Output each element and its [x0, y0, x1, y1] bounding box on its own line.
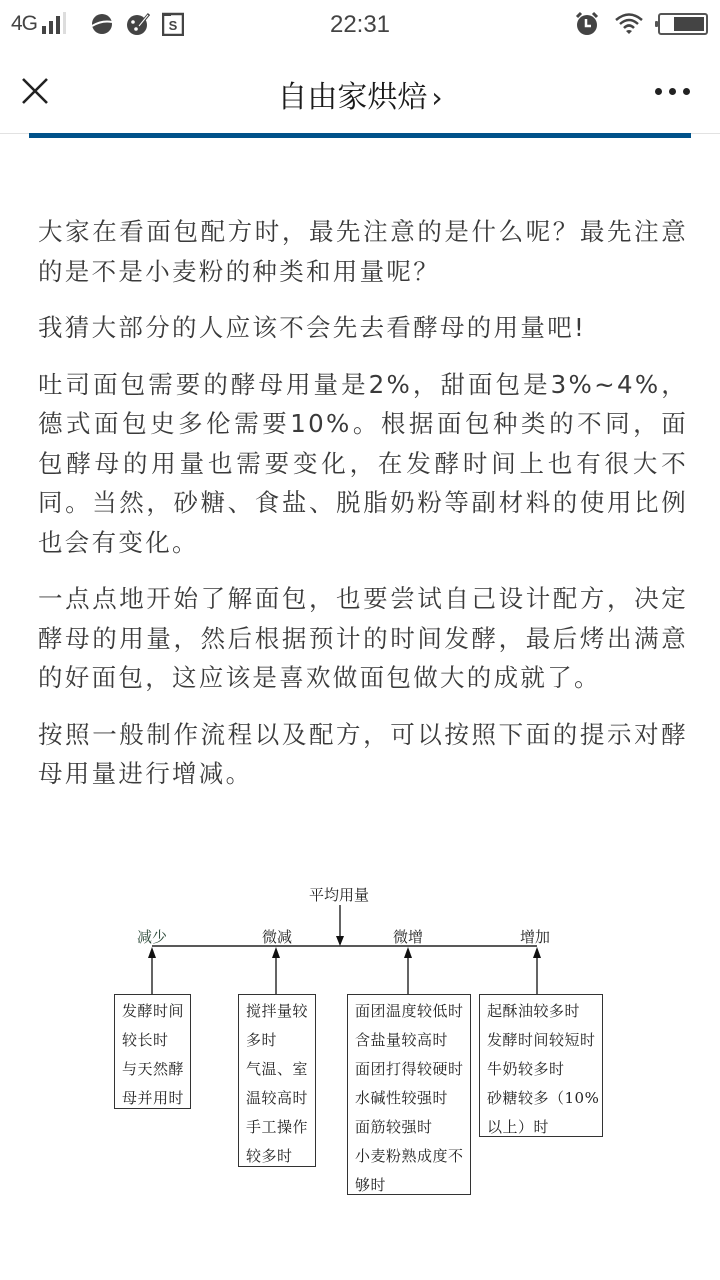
clock: 22:31: [329, 11, 391, 38]
article-paragraph: 一点点地开始了解面包，也要尝试自己设计配方，决定酵母的用量，然后根据预计的时间发酵，最后烤出满意的好面包，这应该是喜欢做面包做大的成就了。: [38, 584, 688, 692]
condition-line: 以上）时: [487, 1118, 550, 1136]
article-body: [38, 212, 688, 811]
scale-label-slight-increase: 微增: [393, 928, 424, 946]
condition-box-slight-increase: [347, 994, 471, 1195]
article-paragraph: 大家在看面包配方时，最先注意的是什么呢？最先注意的是不是小麦粉的种类和用量呢？: [38, 217, 688, 286]
condition-line: 够时: [355, 1176, 387, 1194]
account-title-link[interactable]: [0, 72, 720, 116]
chevron-right-icon: ›: [431, 81, 443, 114]
condition-box-increase: [479, 994, 603, 1137]
alarm-icon: [574, 11, 600, 37]
condition-line: 起酥油较多时: [487, 1002, 581, 1020]
more-icon-dot: [655, 88, 662, 95]
condition-line: 小麦粉熟成度不: [355, 1147, 464, 1165]
condition-line: 搅拌量较: [246, 1002, 309, 1020]
status-right: [574, 11, 708, 37]
condition-line: 发酵时间较短时: [487, 1031, 596, 1049]
svg-text:S: S: [168, 18, 178, 33]
header-accent-bar: [29, 133, 691, 138]
condition-line: 气温、室: [246, 1060, 309, 1078]
network-type: 4G: [11, 12, 38, 35]
scale-label-slight-decrease: 微减: [262, 928, 293, 946]
article-paragraph: 按照一般制作流程以及配方，可以按照下面的提示对酵母用量进行增减。: [38, 719, 688, 788]
condition-line: 砂糖较多（10%: [487, 1089, 600, 1107]
condition-line: 手工操作: [246, 1118, 309, 1136]
yeast-amount-diagram: [0, 870, 720, 1210]
scale-label-decrease: 减少: [137, 928, 168, 946]
wifi-icon: [614, 12, 644, 36]
condition-line: 面筋较强时: [355, 1118, 433, 1136]
more-icon-dot: [669, 88, 676, 95]
nav-bar: [0, 50, 720, 134]
condition-box-decrease: [114, 994, 191, 1109]
more-button[interactable]: [655, 88, 690, 95]
condition-line: 牛奶较多时: [487, 1060, 565, 1078]
more-icon-dot: [683, 88, 690, 95]
condition-line: 较长时: [122, 1031, 169, 1049]
page-title: 自由家烘焙: [277, 80, 428, 115]
article-paragraph: 我猜大部分的人应该不会先去看酵母的用量吧!: [38, 313, 587, 342]
battery-icon: [658, 13, 708, 35]
condition-line: 较多时: [246, 1147, 293, 1165]
status-bar: [0, 0, 720, 50]
scale-label-increase: 增加: [520, 928, 551, 946]
condition-line: 发酵时间: [122, 1002, 185, 1020]
condition-line: 水碱性较强时: [355, 1089, 449, 1107]
condition-line: 多时: [246, 1031, 278, 1049]
article-paragraph: 吐司面包需要的酵母用量是2%，甜面包是3%~4%，德式面包史多伦需要10%。根据面包种类的不同，面包酵母的用量也需要变化，在发酵时间上也有很大不同。当然，砂糖、食盐、脱脂奶粉等副材料的使用比例也会有变化。: [38, 369, 688, 557]
condition-line: 母并用时: [122, 1089, 185, 1107]
condition-line: 温较高时: [246, 1089, 309, 1107]
condition-line: 含盐量较高时: [355, 1031, 449, 1049]
condition-line: 与天然酵: [122, 1060, 185, 1078]
condition-box-slight-decrease: [238, 994, 316, 1167]
condition-line: 面团温度较低时: [355, 1002, 464, 1020]
condition-line: 面团打得较硬时: [355, 1060, 464, 1078]
center-label: 平均用量: [309, 886, 370, 904]
